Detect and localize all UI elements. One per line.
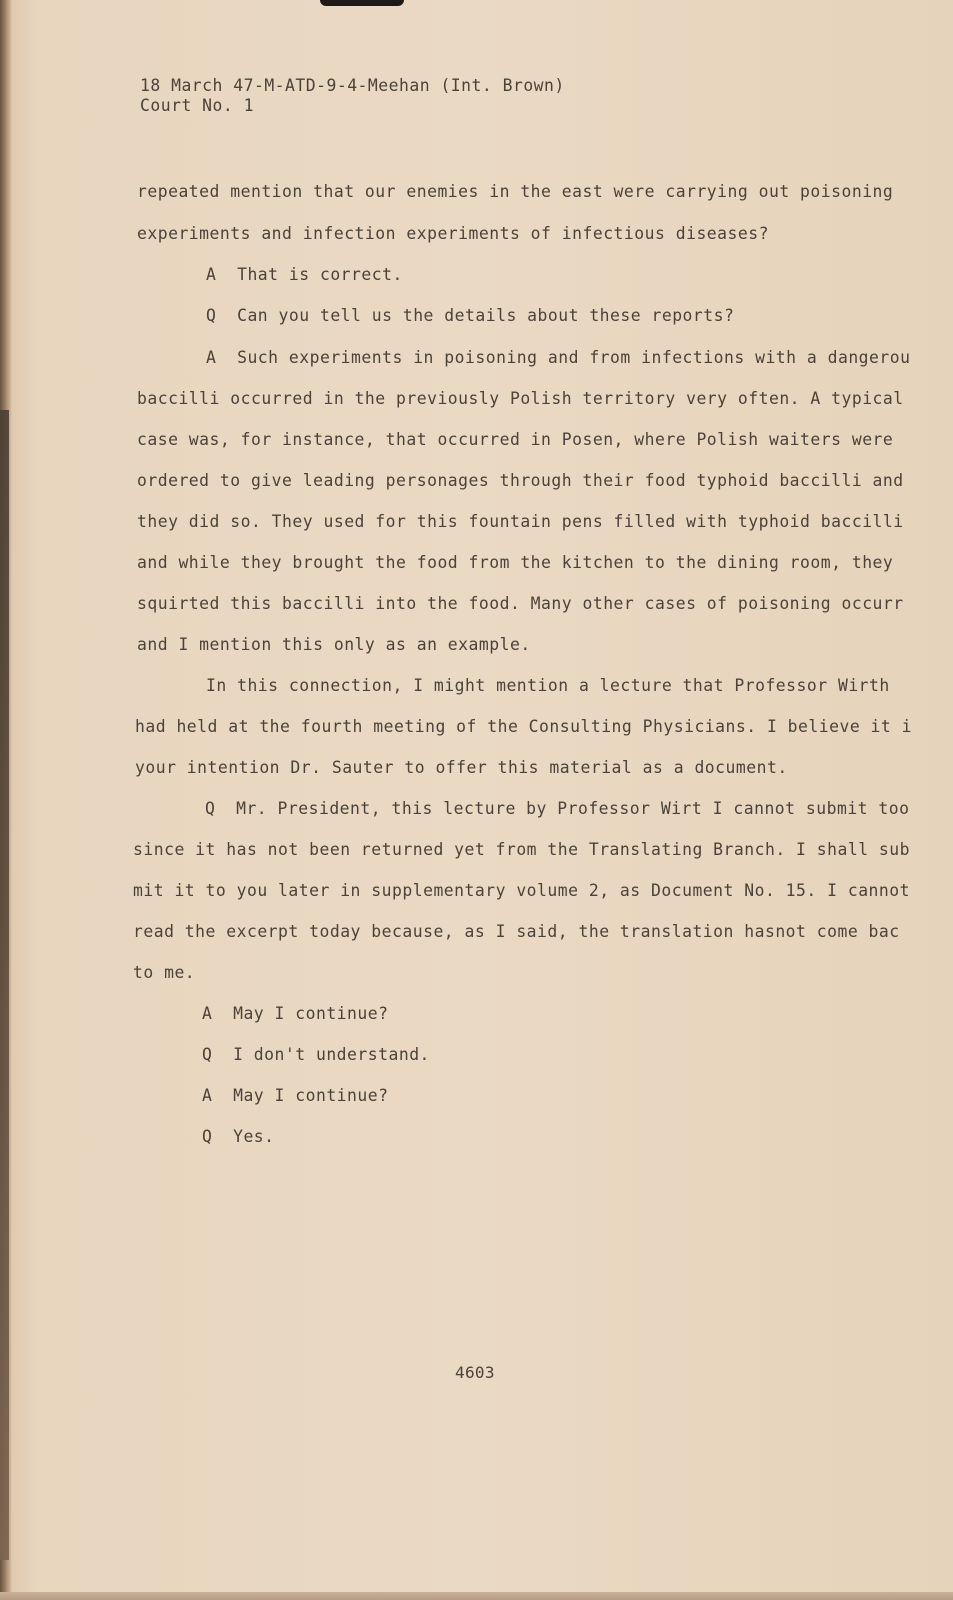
body-line-21: A May I continue?: [202, 1004, 389, 1023]
body-line-1: repeated mention that our enemies in the east were carrying out poisoning: [137, 182, 894, 201]
header-line-2: Court No. 1: [140, 96, 254, 115]
body-line-22: Q I don't understand.: [202, 1045, 430, 1064]
header-line-1: 18 March 47-M-ATD-9-4-Meehan (Int. Brown): [140, 76, 565, 95]
body-line-17: since it has not been returned yet from the Translating Branch. I shall sub: [133, 840, 910, 859]
body-line-7: case was, for instance, that occurred in Posen, where Polish waiters were: [137, 430, 894, 449]
body-line-9: they did so. They used for this fountain pens filled with typhoid baccilli: [137, 512, 904, 531]
body-line-15: your intention Dr. Sauter to offer this material as a document.: [135, 758, 788, 777]
body-line-24: Q Yes.: [202, 1127, 275, 1146]
top-binding-mark: [320, 0, 404, 6]
body-line-16: Q Mr. President, this lecture by Professor Wirt I cannot submit too: [205, 799, 910, 818]
body-line-10: and while they brought the food from the kitchen to the dining room, they: [137, 553, 894, 572]
body-line-2: experiments and infection experiments of infectious diseases?: [137, 224, 769, 243]
left-dark-edge: [0, 410, 9, 1560]
body-line-4: Q Can you tell us the details about these reports?: [206, 306, 735, 325]
body-line-6: baccilli occurred in the previously Polish territory very often. A typical: [137, 389, 904, 408]
body-line-23: A May I continue?: [202, 1086, 389, 1105]
body-line-14: had held at the fourth meeting of the Consulting Physicians. I believe it i: [135, 717, 912, 736]
body-line-11: squirted this baccilli into the food. Many other cases of poisoning occurr: [137, 594, 904, 613]
body-line-20: to me.: [133, 963, 196, 982]
body-line-3: A That is correct.: [206, 265, 403, 284]
body-line-19: read the excerpt today because, as I said, the translation hasnot come bac: [133, 922, 900, 941]
body-line-18: mit it to you later in supplementary volume 2, as Document No. 15. I cannot: [133, 881, 910, 900]
body-line-8: ordered to give leading personages through their food typhoid baccilli and: [137, 471, 904, 490]
page-number: 4603: [455, 1363, 495, 1382]
body-line-13: In this connection, I might mention a lecture that Professor Wirth: [206, 676, 890, 695]
body-line-12: and I mention this only as an example.: [137, 635, 531, 654]
bottom-paper-edge: [0, 1592, 953, 1600]
body-line-5: A Such experiments in poisoning and from infections with a dangerou: [206, 348, 911, 367]
